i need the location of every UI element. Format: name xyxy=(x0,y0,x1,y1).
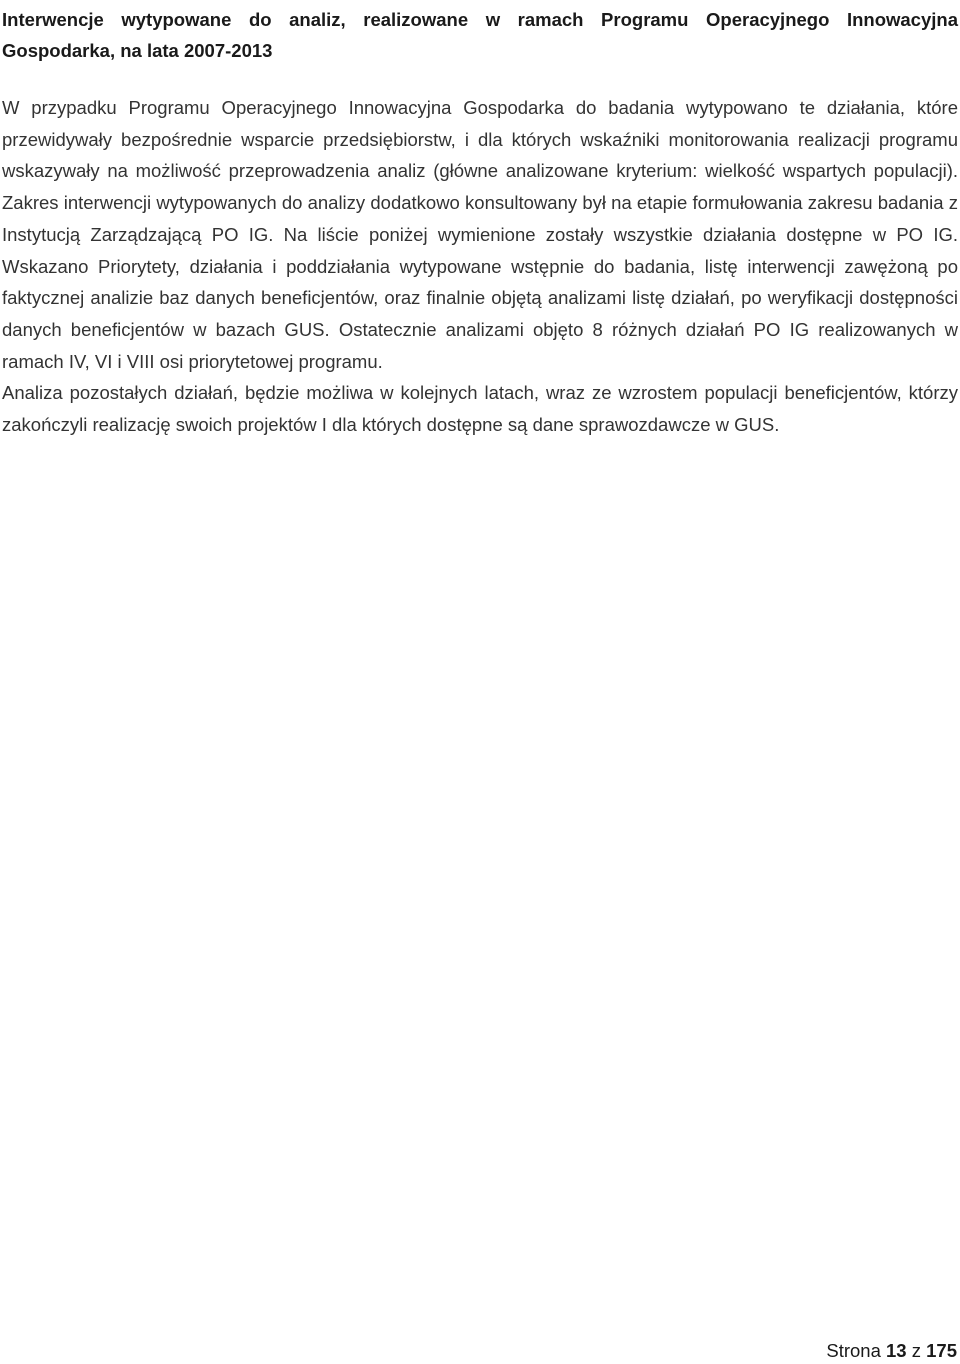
page-number: 13 xyxy=(886,1340,907,1361)
footer-prefix: Strona xyxy=(826,1340,881,1361)
paragraph-remaining-analysis: Analiza pozostałych działań, będzie możliwa w kolejnych latach, wraz ze wzrostem populacji beneficjentów, którzy zakończyli realizację swoich projektów I dla których dostępne są dane sprawozdawcze w GUS. xyxy=(2,382,958,436)
section-heading: Interwencje wytypowane do analiz, realizowane w ramach Programu Operacyjnego Innowacyjna Gospodarka, na lata 2007-2013 xyxy=(2,9,958,61)
paragraph-intro: W przypadku Programu Operacyjnego Innowacyjna Gospodarka do badania wytypowano te działania, które przewidywały bezpośrednie wsparcie przedsiębiorstw, i dla których wskaźniki monitorowania realizacji programu wskazywały na możliwość przeprowadzenia analiz (główne analizowane kryterium: wielkość wspartych populacji). Zakres interwencji wytypowanych do analizy dodatkowo konsultowany był na etapie formułowania zakresu badania z Instytucją Zarządzającą PO IG. Na liście poniżej wymienione zostały wszystkie działania dostępne w PO IG. Wskazano Priorytety, działania i poddziałania wytypowane wstępnie do badania, listę interwencji zawężoną po faktycznej analizie baz danych beneficjentów, oraz finalnie objętą analizami listę działań, po weryfikacji dostępności danych beneficjentów w bazach GUS. Ostatecznie analizami objęto 8 różnych działań PO IG realizowanych w ramach IV, VI i VIII osi priorytetowej programu. xyxy=(2,97,958,372)
footer-separator: z xyxy=(911,1340,921,1361)
total-pages: 175 xyxy=(926,1340,957,1361)
page-footer xyxy=(826,1339,957,1363)
document-body xyxy=(2,4,958,441)
